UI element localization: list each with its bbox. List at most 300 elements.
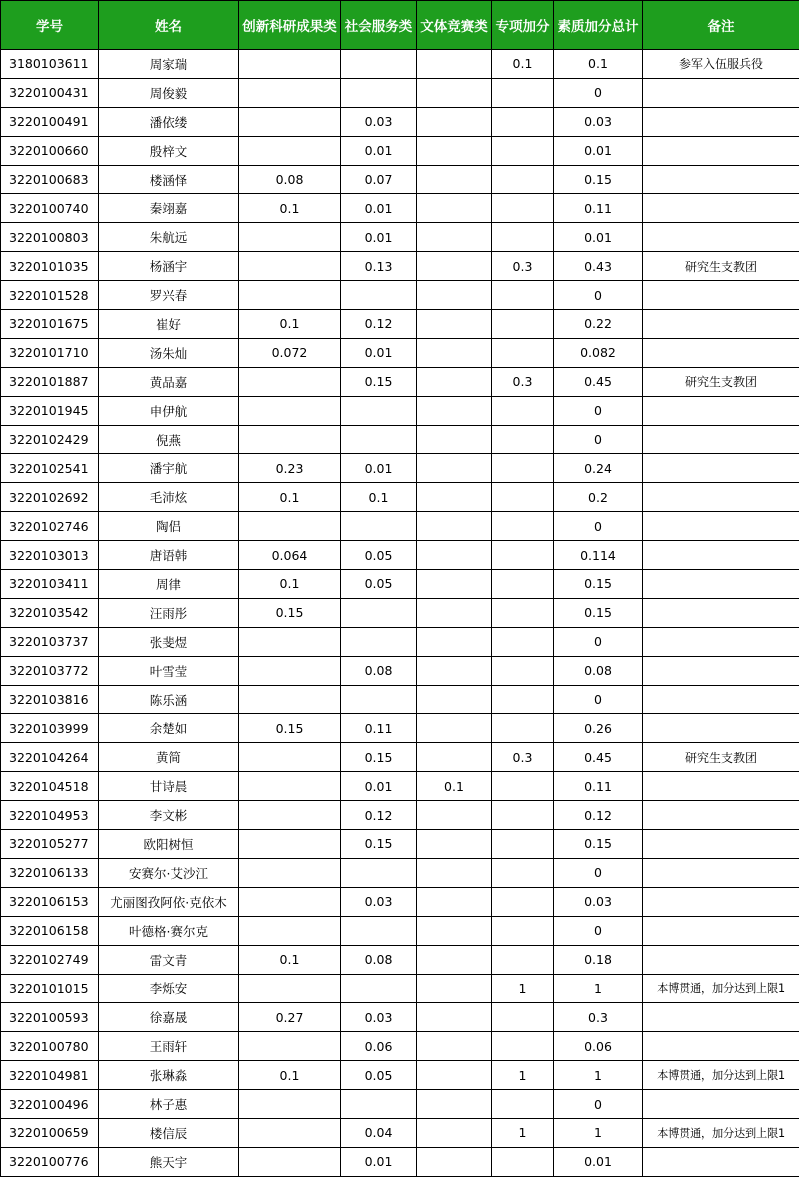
name-cell[interactable]: 熊天宇 xyxy=(99,1147,239,1176)
remark-cell[interactable]: 研究生支教团 xyxy=(643,252,799,281)
innovation-cell[interactable] xyxy=(239,50,341,79)
student-id-cell[interactable]: 3220101035 xyxy=(1,252,99,281)
innovation-cell[interactable] xyxy=(239,223,341,252)
service-cell[interactable]: 0.15 xyxy=(341,743,417,772)
student-id-cell[interactable]: 3220103772 xyxy=(1,656,99,685)
student-id-cell[interactable]: 3220104981 xyxy=(1,1061,99,1090)
innovation-cell[interactable]: 0.1 xyxy=(239,945,341,974)
total-cell[interactable]: 0.03 xyxy=(554,107,643,136)
sports-cell[interactable] xyxy=(417,281,492,310)
special-cell[interactable] xyxy=(492,1147,554,1176)
student-id-cell[interactable]: 3220101710 xyxy=(1,338,99,367)
total-cell[interactable]: 0.11 xyxy=(554,194,643,223)
remark-cell[interactable] xyxy=(643,107,799,136)
service-cell[interactable]: 0.15 xyxy=(341,367,417,396)
name-cell[interactable]: 毛沛炫 xyxy=(99,483,239,512)
special-cell[interactable] xyxy=(492,107,554,136)
service-cell[interactable] xyxy=(341,50,417,79)
total-cell[interactable]: 0.08 xyxy=(554,656,643,685)
special-cell[interactable] xyxy=(492,627,554,656)
remark-cell[interactable]: 本博贯通，加分达到上限1 xyxy=(643,1061,799,1090)
special-cell[interactable] xyxy=(492,858,554,887)
innovation-cell[interactable] xyxy=(239,656,341,685)
remark-cell[interactable] xyxy=(643,281,799,310)
student-id-cell[interactable]: 3220101528 xyxy=(1,281,99,310)
total-cell[interactable]: 0.12 xyxy=(554,801,643,830)
student-id-cell[interactable]: 3220100431 xyxy=(1,78,99,107)
total-cell[interactable]: 0.43 xyxy=(554,252,643,281)
remark-cell[interactable] xyxy=(643,656,799,685)
student-id-cell[interactable]: 3220103737 xyxy=(1,627,99,656)
sports-cell[interactable] xyxy=(417,50,492,79)
service-cell[interactable]: 0.12 xyxy=(341,310,417,339)
remark-cell[interactable] xyxy=(643,858,799,887)
sports-cell[interactable] xyxy=(417,310,492,339)
remark-cell[interactable] xyxy=(643,454,799,483)
total-cell[interactable]: 0.06 xyxy=(554,1032,643,1061)
special-cell[interactable]: 0.1 xyxy=(492,50,554,79)
student-id-cell[interactable]: 3220105277 xyxy=(1,830,99,859)
sports-cell[interactable] xyxy=(417,916,492,945)
service-cell[interactable] xyxy=(341,78,417,107)
special-cell[interactable] xyxy=(492,425,554,454)
name-cell[interactable]: 叶雪莹 xyxy=(99,656,239,685)
special-cell[interactable] xyxy=(492,483,554,512)
sports-cell[interactable] xyxy=(417,858,492,887)
remark-cell[interactable] xyxy=(643,916,799,945)
innovation-cell[interactable] xyxy=(239,801,341,830)
service-cell[interactable]: 0.03 xyxy=(341,107,417,136)
name-cell[interactable]: 黄品嘉 xyxy=(99,367,239,396)
innovation-cell[interactable]: 0.1 xyxy=(239,310,341,339)
remark-cell[interactable]: 研究生支教团 xyxy=(643,743,799,772)
remark-cell[interactable] xyxy=(643,1147,799,1176)
remark-cell[interactable] xyxy=(643,570,799,599)
sports-cell[interactable] xyxy=(417,107,492,136)
student-id-cell[interactable]: 3220102749 xyxy=(1,945,99,974)
service-cell[interactable]: 0.03 xyxy=(341,1003,417,1032)
innovation-cell[interactable] xyxy=(239,107,341,136)
special-cell[interactable] xyxy=(492,396,554,425)
remark-cell[interactable] xyxy=(643,425,799,454)
special-cell[interactable] xyxy=(492,338,554,367)
innovation-cell[interactable] xyxy=(239,1147,341,1176)
student-id-cell[interactable]: 3220100780 xyxy=(1,1032,99,1061)
student-id-cell[interactable]: 3220106153 xyxy=(1,887,99,916)
total-cell[interactable]: 0.3 xyxy=(554,1003,643,1032)
service-cell[interactable]: 0.01 xyxy=(341,454,417,483)
name-cell[interactable]: 唐语韩 xyxy=(99,541,239,570)
innovation-cell[interactable] xyxy=(239,1118,341,1147)
name-cell[interactable]: 欧阳树恒 xyxy=(99,830,239,859)
innovation-cell[interactable] xyxy=(239,627,341,656)
student-id-cell[interactable]: 3220100593 xyxy=(1,1003,99,1032)
sports-cell[interactable] xyxy=(417,512,492,541)
student-id-cell[interactable]: 3220103411 xyxy=(1,570,99,599)
name-cell[interactable]: 李文彬 xyxy=(99,801,239,830)
special-cell[interactable] xyxy=(492,281,554,310)
name-cell[interactable]: 楼涵怿 xyxy=(99,165,239,194)
student-id-cell[interactable]: 3220104953 xyxy=(1,801,99,830)
name-cell[interactable]: 楼信辰 xyxy=(99,1118,239,1147)
student-id-cell[interactable]: 3220101887 xyxy=(1,367,99,396)
special-cell[interactable] xyxy=(492,685,554,714)
sports-cell[interactable] xyxy=(417,367,492,396)
sports-cell[interactable] xyxy=(417,1147,492,1176)
name-cell[interactable]: 潘宇航 xyxy=(99,454,239,483)
total-cell[interactable]: 0.26 xyxy=(554,714,643,743)
name-cell[interactable]: 甘诗晨 xyxy=(99,772,239,801)
name-cell[interactable]: 朱航远 xyxy=(99,223,239,252)
total-cell[interactable]: 0.18 xyxy=(554,945,643,974)
special-cell[interactable] xyxy=(492,1090,554,1119)
remark-cell[interactable] xyxy=(643,194,799,223)
innovation-cell[interactable]: 0.08 xyxy=(239,165,341,194)
sports-cell[interactable] xyxy=(417,425,492,454)
special-cell[interactable]: 0.3 xyxy=(492,743,554,772)
name-cell[interactable]: 周律 xyxy=(99,570,239,599)
sports-cell[interactable] xyxy=(417,1118,492,1147)
sports-cell[interactable] xyxy=(417,396,492,425)
total-cell[interactable]: 0 xyxy=(554,916,643,945)
special-cell[interactable] xyxy=(492,570,554,599)
header-total-bonus[interactable]: 素质加分总计 xyxy=(554,1,643,50)
remark-cell[interactable] xyxy=(643,887,799,916)
innovation-cell[interactable] xyxy=(239,830,341,859)
innovation-cell[interactable]: 0.064 xyxy=(239,541,341,570)
remark-cell[interactable] xyxy=(643,945,799,974)
innovation-cell[interactable] xyxy=(239,685,341,714)
service-cell[interactable]: 0.01 xyxy=(341,136,417,165)
remark-cell[interactable]: 本博贯通，加分达到上限1 xyxy=(643,1118,799,1147)
special-cell[interactable] xyxy=(492,1003,554,1032)
service-cell[interactable]: 0.1 xyxy=(341,483,417,512)
name-cell[interactable]: 林子惠 xyxy=(99,1090,239,1119)
service-cell[interactable] xyxy=(341,974,417,1003)
sports-cell[interactable] xyxy=(417,743,492,772)
special-cell[interactable]: 0.3 xyxy=(492,252,554,281)
total-cell[interactable]: 0.15 xyxy=(554,165,643,194)
innovation-cell[interactable]: 0.1 xyxy=(239,194,341,223)
remark-cell[interactable] xyxy=(643,627,799,656)
total-cell[interactable]: 0.11 xyxy=(554,772,643,801)
special-cell[interactable] xyxy=(492,223,554,252)
total-cell[interactable]: 0.1 xyxy=(554,50,643,79)
special-cell[interactable] xyxy=(492,541,554,570)
sports-cell[interactable] xyxy=(417,454,492,483)
name-cell[interactable]: 汤朱灿 xyxy=(99,338,239,367)
sports-cell[interactable] xyxy=(417,685,492,714)
innovation-cell[interactable] xyxy=(239,136,341,165)
student-id-cell[interactable]: 3220102746 xyxy=(1,512,99,541)
remark-cell[interactable] xyxy=(643,714,799,743)
student-id-cell[interactable]: 3220101015 xyxy=(1,974,99,1003)
header-sports-competition[interactable]: 文体竞赛类 xyxy=(417,1,492,50)
student-id-cell[interactable]: 3220102429 xyxy=(1,425,99,454)
sports-cell[interactable] xyxy=(417,830,492,859)
special-cell[interactable] xyxy=(492,598,554,627)
service-cell[interactable] xyxy=(341,1090,417,1119)
name-cell[interactable]: 徐嘉晟 xyxy=(99,1003,239,1032)
name-cell[interactable]: 潘依缕 xyxy=(99,107,239,136)
remark-cell[interactable] xyxy=(643,685,799,714)
total-cell[interactable]: 0.01 xyxy=(554,1147,643,1176)
total-cell[interactable]: 0.15 xyxy=(554,598,643,627)
name-cell[interactable]: 杨涵宇 xyxy=(99,252,239,281)
service-cell[interactable]: 0.05 xyxy=(341,1061,417,1090)
remark-cell[interactable] xyxy=(643,1003,799,1032)
remark-cell[interactable] xyxy=(643,338,799,367)
innovation-cell[interactable]: 0.23 xyxy=(239,454,341,483)
sports-cell[interactable] xyxy=(417,570,492,599)
innovation-cell[interactable]: 0.15 xyxy=(239,714,341,743)
student-id-cell[interactable]: 3220100659 xyxy=(1,1118,99,1147)
name-cell[interactable]: 李烁安 xyxy=(99,974,239,1003)
name-cell[interactable]: 黄简 xyxy=(99,743,239,772)
special-cell[interactable] xyxy=(492,772,554,801)
student-id-cell[interactable]: 3220103013 xyxy=(1,541,99,570)
name-cell[interactable]: 倪燕 xyxy=(99,425,239,454)
innovation-cell[interactable] xyxy=(239,974,341,1003)
total-cell[interactable]: 0 xyxy=(554,685,643,714)
sports-cell[interactable] xyxy=(417,1032,492,1061)
service-cell[interactable]: 0.01 xyxy=(341,1147,417,1176)
student-id-cell[interactable]: 3220102692 xyxy=(1,483,99,512)
service-cell[interactable]: 0.12 xyxy=(341,801,417,830)
total-cell[interactable]: 0.15 xyxy=(554,570,643,599)
service-cell[interactable]: 0.01 xyxy=(341,338,417,367)
sports-cell[interactable] xyxy=(417,1003,492,1032)
total-cell[interactable]: 0 xyxy=(554,281,643,310)
special-cell[interactable] xyxy=(492,1032,554,1061)
student-id-cell[interactable]: 3220102541 xyxy=(1,454,99,483)
sports-cell[interactable] xyxy=(417,974,492,1003)
remark-cell[interactable] xyxy=(643,136,799,165)
service-cell[interactable] xyxy=(341,281,417,310)
total-cell[interactable]: 0 xyxy=(554,396,643,425)
service-cell[interactable]: 0.05 xyxy=(341,541,417,570)
student-id-cell[interactable]: 3220101945 xyxy=(1,396,99,425)
innovation-cell[interactable] xyxy=(239,252,341,281)
sports-cell[interactable] xyxy=(417,338,492,367)
innovation-cell[interactable] xyxy=(239,887,341,916)
service-cell[interactable] xyxy=(341,425,417,454)
innovation-cell[interactable] xyxy=(239,425,341,454)
total-cell[interactable]: 0.03 xyxy=(554,887,643,916)
remark-cell[interactable] xyxy=(643,830,799,859)
innovation-cell[interactable]: 0.1 xyxy=(239,570,341,599)
innovation-cell[interactable]: 0.27 xyxy=(239,1003,341,1032)
sports-cell[interactable] xyxy=(417,887,492,916)
name-cell[interactable]: 尤丽图孜阿依·克依木 xyxy=(99,887,239,916)
name-cell[interactable]: 罗兴春 xyxy=(99,281,239,310)
name-cell[interactable]: 陶侣 xyxy=(99,512,239,541)
student-id-cell[interactable]: 3220100683 xyxy=(1,165,99,194)
header-name[interactable]: 姓名 xyxy=(99,1,239,50)
name-cell[interactable]: 周俊毅 xyxy=(99,78,239,107)
remark-cell[interactable]: 参军入伍服兵役 xyxy=(643,50,799,79)
special-cell[interactable]: 1 xyxy=(492,1061,554,1090)
service-cell[interactable]: 0.01 xyxy=(341,194,417,223)
remark-cell[interactable] xyxy=(643,801,799,830)
student-id-cell[interactable]: 3220103816 xyxy=(1,685,99,714)
sports-cell[interactable] xyxy=(417,136,492,165)
service-cell[interactable] xyxy=(341,916,417,945)
total-cell[interactable]: 0.01 xyxy=(554,136,643,165)
name-cell[interactable]: 陈乐涵 xyxy=(99,685,239,714)
special-cell[interactable]: 0.3 xyxy=(492,367,554,396)
special-cell[interactable] xyxy=(492,194,554,223)
total-cell[interactable]: 0 xyxy=(554,1090,643,1119)
student-id-cell[interactable]: 3220100496 xyxy=(1,1090,99,1119)
innovation-cell[interactable] xyxy=(239,772,341,801)
innovation-cell[interactable] xyxy=(239,1032,341,1061)
special-cell[interactable] xyxy=(492,714,554,743)
name-cell[interactable]: 秦翊嘉 xyxy=(99,194,239,223)
student-id-cell[interactable]: 3180103611 xyxy=(1,50,99,79)
special-cell[interactable]: 1 xyxy=(492,1118,554,1147)
service-cell[interactable] xyxy=(341,512,417,541)
name-cell[interactable]: 雷文青 xyxy=(99,945,239,974)
special-cell[interactable] xyxy=(492,656,554,685)
total-cell[interactable]: 0.24 xyxy=(554,454,643,483)
sports-cell[interactable] xyxy=(417,223,492,252)
innovation-cell[interactable] xyxy=(239,281,341,310)
student-id-cell[interactable]: 3220100660 xyxy=(1,136,99,165)
sports-cell[interactable] xyxy=(417,627,492,656)
innovation-cell[interactable]: 0.072 xyxy=(239,338,341,367)
service-cell[interactable]: 0.08 xyxy=(341,656,417,685)
total-cell[interactable]: 0.15 xyxy=(554,830,643,859)
total-cell[interactable]: 0.082 xyxy=(554,338,643,367)
remark-cell[interactable] xyxy=(643,165,799,194)
name-cell[interactable]: 王雨轩 xyxy=(99,1032,239,1061)
innovation-cell[interactable] xyxy=(239,396,341,425)
total-cell[interactable]: 0.22 xyxy=(554,310,643,339)
name-cell[interactable]: 张斐煜 xyxy=(99,627,239,656)
name-cell[interactable]: 张琳淼 xyxy=(99,1061,239,1090)
remark-cell[interactable] xyxy=(643,223,799,252)
innovation-cell[interactable] xyxy=(239,916,341,945)
sports-cell[interactable] xyxy=(417,1061,492,1090)
student-id-cell[interactable]: 3220101675 xyxy=(1,310,99,339)
student-id-cell[interactable]: 3220100776 xyxy=(1,1147,99,1176)
service-cell[interactable] xyxy=(341,396,417,425)
special-cell[interactable] xyxy=(492,165,554,194)
service-cell[interactable]: 0.05 xyxy=(341,570,417,599)
remark-cell[interactable] xyxy=(643,310,799,339)
remark-cell[interactable] xyxy=(643,396,799,425)
service-cell[interactable] xyxy=(341,685,417,714)
service-cell[interactable]: 0.13 xyxy=(341,252,417,281)
student-id-cell[interactable]: 3220106158 xyxy=(1,916,99,945)
remark-cell[interactable] xyxy=(643,772,799,801)
sports-cell[interactable] xyxy=(417,541,492,570)
remark-cell[interactable] xyxy=(643,1032,799,1061)
total-cell[interactable]: 0.2 xyxy=(554,483,643,512)
student-id-cell[interactable]: 3220106133 xyxy=(1,858,99,887)
total-cell[interactable]: 0.45 xyxy=(554,743,643,772)
innovation-cell[interactable] xyxy=(239,78,341,107)
sports-cell[interactable]: 0.1 xyxy=(417,772,492,801)
service-cell[interactable]: 0.01 xyxy=(341,223,417,252)
innovation-cell[interactable] xyxy=(239,512,341,541)
remark-cell[interactable] xyxy=(643,1090,799,1119)
name-cell[interactable]: 崔好 xyxy=(99,310,239,339)
service-cell[interactable] xyxy=(341,627,417,656)
special-cell[interactable] xyxy=(492,310,554,339)
innovation-cell[interactable]: 0.15 xyxy=(239,598,341,627)
name-cell[interactable]: 汪雨彤 xyxy=(99,598,239,627)
student-id-cell[interactable]: 3220103542 xyxy=(1,598,99,627)
total-cell[interactable]: 0 xyxy=(554,858,643,887)
innovation-cell[interactable]: 0.1 xyxy=(239,483,341,512)
remark-cell[interactable] xyxy=(643,483,799,512)
sports-cell[interactable] xyxy=(417,165,492,194)
sports-cell[interactable] xyxy=(417,78,492,107)
special-cell[interactable] xyxy=(492,887,554,916)
total-cell[interactable]: 0 xyxy=(554,78,643,107)
special-cell[interactable] xyxy=(492,78,554,107)
service-cell[interactable] xyxy=(341,598,417,627)
special-cell[interactable]: 1 xyxy=(492,974,554,1003)
service-cell[interactable]: 0.07 xyxy=(341,165,417,194)
total-cell[interactable]: 0 xyxy=(554,627,643,656)
special-cell[interactable] xyxy=(492,801,554,830)
student-id-cell[interactable]: 3220100491 xyxy=(1,107,99,136)
name-cell[interactable]: 周家瑞 xyxy=(99,50,239,79)
sports-cell[interactable] xyxy=(417,598,492,627)
service-cell[interactable]: 0.03 xyxy=(341,887,417,916)
header-innovation-research[interactable]: 创新科研成果类 xyxy=(239,1,341,50)
student-id-cell[interactable]: 3220103999 xyxy=(1,714,99,743)
remark-cell[interactable] xyxy=(643,541,799,570)
service-cell[interactable]: 0.06 xyxy=(341,1032,417,1061)
innovation-cell[interactable] xyxy=(239,743,341,772)
student-id-cell[interactable]: 3220100740 xyxy=(1,194,99,223)
remark-cell[interactable]: 本博贯通，加分达到上限1 xyxy=(643,974,799,1003)
sports-cell[interactable] xyxy=(417,1090,492,1119)
special-cell[interactable] xyxy=(492,830,554,859)
sports-cell[interactable] xyxy=(417,945,492,974)
remark-cell[interactable] xyxy=(643,512,799,541)
service-cell[interactable]: 0.04 xyxy=(341,1118,417,1147)
sports-cell[interactable] xyxy=(417,656,492,685)
service-cell[interactable]: 0.11 xyxy=(341,714,417,743)
name-cell[interactable]: 叶德格·赛尔克 xyxy=(99,916,239,945)
name-cell[interactable]: 殷梓文 xyxy=(99,136,239,165)
service-cell[interactable]: 0.15 xyxy=(341,830,417,859)
name-cell[interactable]: 余楚如 xyxy=(99,714,239,743)
special-cell[interactable] xyxy=(492,512,554,541)
name-cell[interactable]: 安赛尔·艾沙江 xyxy=(99,858,239,887)
total-cell[interactable]: 1 xyxy=(554,974,643,1003)
total-cell[interactable]: 0 xyxy=(554,512,643,541)
student-id-cell[interactable]: 3220104264 xyxy=(1,743,99,772)
student-id-cell[interactable]: 3220100803 xyxy=(1,223,99,252)
total-cell[interactable]: 0.45 xyxy=(554,367,643,396)
innovation-cell[interactable]: 0.1 xyxy=(239,1061,341,1090)
total-cell[interactable]: 0 xyxy=(554,425,643,454)
header-student-id[interactable]: 学号 xyxy=(1,1,99,50)
special-cell[interactable] xyxy=(492,136,554,165)
sports-cell[interactable] xyxy=(417,252,492,281)
header-social-service[interactable]: 社会服务类 xyxy=(341,1,417,50)
student-id-cell[interactable]: 3220104518 xyxy=(1,772,99,801)
name-cell[interactable]: 申伊航 xyxy=(99,396,239,425)
special-cell[interactable] xyxy=(492,945,554,974)
sports-cell[interactable] xyxy=(417,801,492,830)
